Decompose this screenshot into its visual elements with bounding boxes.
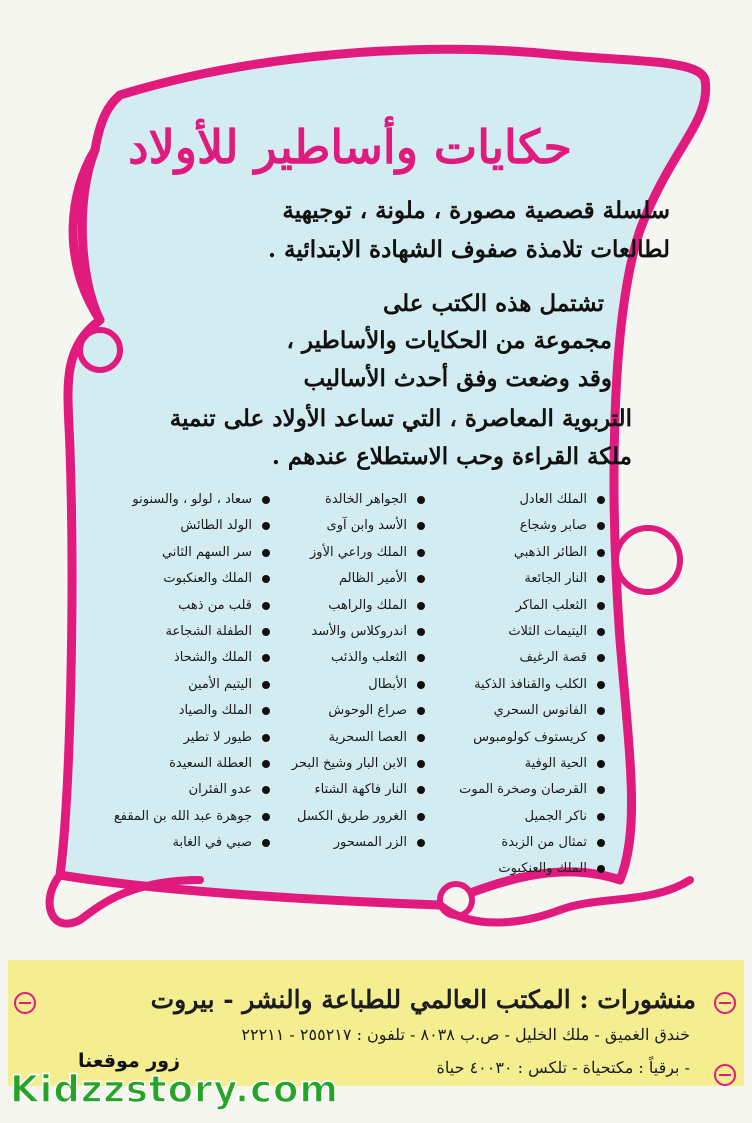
body-line-5: ملكة القراءة وحب الاستطلاع عندهم . — [271, 443, 632, 470]
bullet-icon — [262, 813, 270, 821]
book-title-text: الملك وراعي الأوز — [310, 544, 407, 560]
book-title-text: الأبطال — [368, 676, 407, 692]
book-title-item — [82, 487, 272, 513]
book-title-text: الولد الطائش — [180, 518, 252, 534]
bullet-icon — [597, 681, 605, 689]
bullet-icon — [417, 786, 425, 794]
bullet-icon — [597, 654, 605, 662]
book-title-item — [257, 751, 427, 777]
book-title-item — [82, 672, 272, 698]
bullet-icon — [417, 496, 425, 504]
bullet-icon — [417, 549, 425, 557]
book-title-text: العصا السحرية — [328, 729, 407, 745]
series-description-line-2: لطالعات تلامذة صفوف الشهادة الابتدائية . — [268, 236, 670, 263]
minus-circle-icon — [714, 1064, 736, 1086]
bullet-icon — [597, 496, 605, 504]
book-title-text: صراع الوحوش — [328, 703, 407, 719]
book-title-text: اندروكلاس والأسد — [311, 623, 407, 639]
body-line-4: التربوية المعاصرة ، التي تساعد الأولاد على تنمية — [169, 405, 632, 432]
book-title-item — [82, 540, 272, 566]
book-title-text: الملك والصياد — [178, 703, 252, 719]
bullet-icon — [417, 628, 425, 636]
book-title-text: اليتيمات الثلاث — [508, 623, 587, 639]
bullet-icon — [262, 602, 270, 610]
bullet-icon — [262, 839, 270, 847]
body-line-3: وقد وضعت وفق أحدث الأساليب — [303, 365, 612, 392]
book-title-item — [407, 619, 607, 645]
book-title-item — [407, 593, 607, 619]
bullet-icon — [417, 602, 425, 610]
book-title-text: الملك والراهب — [328, 597, 407, 613]
book-title-item — [407, 830, 607, 856]
book-title-item — [257, 698, 427, 724]
book-title-item — [407, 751, 607, 777]
book-title-item — [82, 830, 272, 856]
book-title-text: قصة الرغيف — [519, 650, 587, 666]
book-title-item — [257, 830, 427, 856]
book-title-text: الملك والشحاذ — [173, 650, 252, 666]
bullet-icon — [597, 575, 605, 583]
book-title-item — [257, 487, 427, 513]
watermark-site-link[interactable]: Kidzzstory.com — [10, 1068, 339, 1111]
book-title-item — [82, 619, 272, 645]
book-title-text: الفانوس السحري — [493, 703, 587, 719]
bullet-icon — [417, 813, 425, 821]
publisher-address: خندق الغميق - ملك الخليل - ص.ب ٨٠٣٨ - تلفون : ٢٥٥٢١٧ - ٢٢٢١١ — [241, 1025, 690, 1044]
book-title-item — [82, 593, 272, 619]
book-title-item — [257, 566, 427, 592]
bullet-icon — [597, 707, 605, 715]
book-title-item — [407, 698, 607, 724]
book-title-item — [82, 698, 272, 724]
body-line-2: مجموعة من الحكايات والأساطير ، — [286, 327, 612, 354]
book-title-item — [257, 513, 427, 539]
bullet-icon — [417, 522, 425, 530]
bullet-icon — [262, 681, 270, 689]
series-title: حكايات وأساطير للأولاد — [128, 120, 572, 174]
book-title-text: الابن البار وشيخ البحر — [291, 755, 407, 771]
book-title-text: الغرور طريق الكسل — [296, 808, 407, 824]
book-title-text: اليتيم الأمين — [188, 676, 252, 692]
book-title-item — [257, 645, 427, 671]
book-title-item — [407, 566, 607, 592]
bullet-icon — [597, 760, 605, 768]
titles-column-1 — [407, 487, 607, 883]
book-title-text: سعاد ، لولو ، والسنونو — [132, 492, 252, 507]
scroll-circle-right — [616, 528, 680, 592]
book-title-item — [407, 725, 607, 751]
book-title-text: الطائر الذهبي — [513, 544, 587, 560]
book-title-item — [82, 513, 272, 539]
book-title-text: سر السهم الثاني — [161, 544, 252, 560]
book-title-text: الملك والعنكبوت — [498, 861, 587, 877]
book-title-item — [82, 566, 272, 592]
book-title-text: عدو الفئران — [188, 782, 252, 798]
titles-column-2 — [257, 487, 427, 856]
book-title-item — [407, 804, 607, 830]
book-title-text: الجواهر الخالدة — [325, 492, 407, 507]
bullet-icon — [262, 549, 270, 557]
book-title-text: ناكر الجميل — [524, 808, 587, 824]
body-line-1: تشتمل هذه الكتب على — [383, 290, 604, 317]
book-title-text: العطلة السعيدة — [169, 755, 252, 771]
book-title-item — [257, 725, 427, 751]
book-title-text: الأسد وابن آوى — [326, 518, 407, 534]
bullet-icon — [417, 734, 425, 742]
watermark-arabic: زور موقعنا — [78, 1050, 181, 1072]
book-title-item — [82, 777, 272, 803]
bullet-icon — [262, 628, 270, 636]
book-title-item — [407, 513, 607, 539]
titles-column-3 — [82, 487, 272, 856]
book-title-text: كريستوف كولومبوس — [473, 729, 587, 745]
book-title-text: صابر وشجاع — [519, 518, 587, 534]
bullet-icon — [597, 839, 605, 847]
book-title-item — [82, 751, 272, 777]
book-title-item — [257, 593, 427, 619]
bullet-icon — [597, 813, 605, 821]
publisher-telegraph-telex: - برقياً : مكتحياة - تلكس : ٤٠٠٣٠ حياة — [436, 1058, 690, 1077]
minus-circle-icon — [14, 992, 36, 1014]
book-title-item — [257, 804, 427, 830]
book-title-item — [257, 619, 427, 645]
book-title-text: تمثال من الزبدة — [501, 835, 587, 851]
book-title-text: القرصان وصخرة الموت — [459, 782, 587, 798]
bullet-icon — [417, 654, 425, 662]
book-title-item — [407, 777, 607, 803]
bullet-icon — [262, 707, 270, 715]
book-title-item — [82, 804, 272, 830]
book-title-text: الثعلب الماكر — [515, 597, 587, 613]
bullet-icon — [262, 734, 270, 742]
bullet-icon — [417, 707, 425, 715]
bullet-icon — [597, 522, 605, 530]
series-description-line-1: سلسلة قصصية مصورة ، ملونة ، توجيهية — [282, 197, 670, 224]
book-title-text: الملك والعنكبوت — [163, 571, 252, 587]
book-title-text: الطفلة الشجاعة — [165, 623, 252, 639]
book-title-text: الثعلب والذئب — [330, 650, 407, 666]
bullet-icon — [597, 602, 605, 610]
book-title-item — [407, 645, 607, 671]
book-title-item — [257, 777, 427, 803]
bullet-icon — [597, 865, 605, 873]
bullet-icon — [597, 549, 605, 557]
bullet-icon — [417, 681, 425, 689]
book-title-item — [407, 487, 607, 513]
bullet-icon — [417, 575, 425, 583]
book-title-text: النار فاكهة الشتاء — [314, 782, 407, 798]
bullet-icon — [417, 760, 425, 768]
bullet-icon — [262, 786, 270, 794]
book-title-item — [407, 540, 607, 566]
bullet-icon — [597, 628, 605, 636]
book-title-item — [407, 672, 607, 698]
minus-circle-icon — [714, 992, 736, 1014]
bullet-icon — [262, 522, 270, 530]
book-title-text: النار الجائعة — [524, 571, 587, 587]
bullet-icon — [262, 760, 270, 768]
book-title-item — [82, 645, 272, 671]
book-title-text: قلب من ذهب — [178, 597, 252, 613]
book-title-text: صبي في الغابة — [172, 835, 252, 851]
book-title-text: الملك العادل — [519, 492, 587, 507]
book-title-text: الزر المسحور — [333, 835, 407, 851]
book-title-item — [257, 672, 427, 698]
book-title-text: الكلب والقنافذ الذكية — [474, 676, 587, 692]
book-title-item — [82, 725, 272, 751]
book-title-item — [257, 540, 427, 566]
bullet-icon — [262, 654, 270, 662]
book-title-text: الحية الوفية — [524, 755, 587, 771]
bullet-icon — [262, 496, 270, 504]
book-title-text: الأمير الظالم — [338, 571, 407, 587]
bullet-icon — [597, 786, 605, 794]
bullet-icon — [417, 839, 425, 847]
book-title-text: طيور لا تطير — [183, 729, 252, 745]
bullet-icon — [597, 734, 605, 742]
book-title-text: جوهرة عبد الله بن المقفع — [113, 808, 252, 824]
publisher-name: منشورات : المكتب العالمي للطباعة والنشر - بيروت — [150, 985, 696, 1014]
book-title-item — [407, 856, 607, 882]
bullet-icon — [262, 575, 270, 583]
